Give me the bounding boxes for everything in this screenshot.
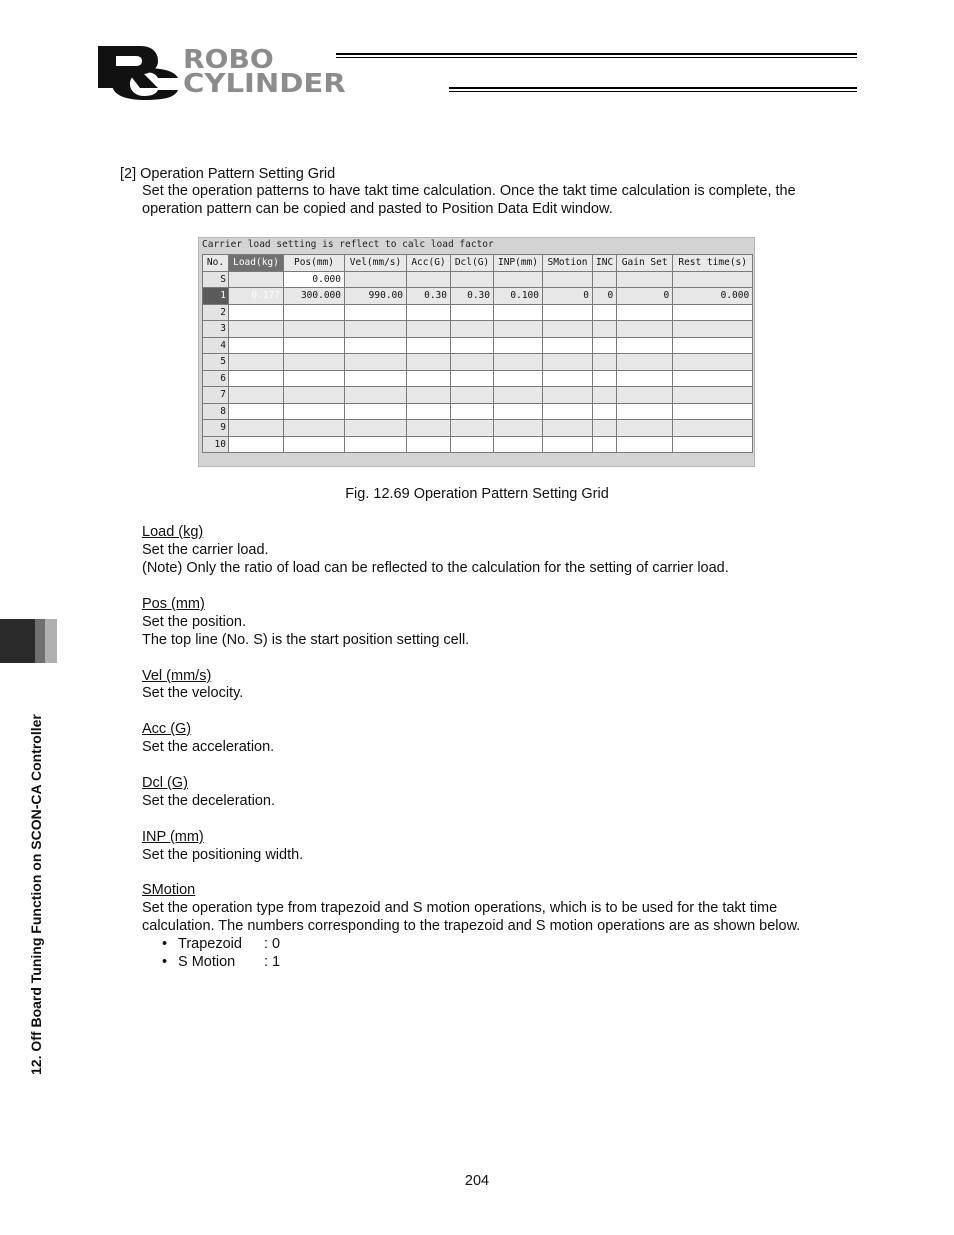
grid-cell[interactable]: [451, 420, 494, 437]
grid-cell[interactable]: [617, 403, 673, 420]
grid-cell[interactable]: [543, 321, 593, 338]
grid-cell[interactable]: [451, 304, 494, 321]
grid-cell[interactable]: [494, 403, 543, 420]
grid-cell[interactable]: [407, 387, 451, 404]
grid-cell[interactable]: [673, 337, 753, 354]
grid-cell[interactable]: [407, 304, 451, 321]
grid-cell[interactable]: [451, 321, 494, 338]
grid-row: [203, 436, 753, 453]
grid-cell[interactable]: [673, 354, 753, 371]
row-header[interactable]: 8: [203, 403, 229, 420]
row-header[interactable]: 7: [203, 387, 229, 404]
grid-cell[interactable]: [494, 321, 543, 338]
grid-row: [203, 337, 753, 354]
grid-cell[interactable]: [593, 436, 617, 453]
grid-cell[interactable]: [494, 354, 543, 371]
grid-cell[interactable]: [673, 370, 753, 387]
grid-cell[interactable]: [229, 304, 284, 321]
item-title-pos: Pos (mm): [142, 596, 205, 612]
grid-cell[interactable]: [593, 304, 617, 321]
item-title-acc: Acc (G): [142, 721, 192, 737]
grid-cell[interactable]: [229, 354, 284, 371]
grid-cell[interactable]: [345, 387, 407, 404]
chapter-tab: [35, 619, 45, 663]
item-desc-pos: Set the position.: [142, 614, 246, 630]
column-header-inp[interactable]: INP(mm): [494, 255, 543, 272]
grid-cell[interactable]: [345, 403, 407, 420]
grid-cell[interactable]: [673, 387, 753, 404]
grid-cell[interactable]: [229, 420, 284, 437]
grid-cell[interactable]: 0.100: [494, 288, 543, 305]
grid-cell[interactable]: [617, 271, 673, 288]
item-desc-pos: The top line (No. S) is the start position setting cell.: [142, 632, 470, 648]
grid-cell[interactable]: [617, 354, 673, 371]
grid-cell[interactable]: [284, 370, 345, 387]
grid-row: [203, 420, 753, 437]
grid-cell[interactable]: [407, 403, 451, 420]
grid-cell[interactable]: [673, 436, 753, 453]
grid-cell[interactable]: [345, 321, 407, 338]
grid-cell[interactable]: [407, 337, 451, 354]
header-rule: [336, 53, 857, 55]
column-header-dcl[interactable]: Dcl(G): [451, 255, 494, 272]
chapter-tab: [0, 619, 35, 663]
grid-row: [203, 387, 753, 404]
grid-cell[interactable]: 0: [617, 288, 673, 305]
grid-header-row: [203, 255, 753, 272]
grid-row: [203, 271, 753, 288]
row-header[interactable]: 2: [203, 304, 229, 321]
grid-cell[interactable]: [345, 420, 407, 437]
grid-cell[interactable]: [593, 370, 617, 387]
section-heading: [2] Operation Pattern Setting Grid: [120, 166, 336, 182]
grid-caption: Carrier load setting is reflect to calc load factor: [202, 239, 494, 250]
row-header[interactable]: 1: [203, 288, 229, 305]
grid-cell[interactable]: [543, 403, 593, 420]
grid-cell[interactable]: [673, 271, 753, 288]
item-desc-smotion: calculation. The numbers corresponding to the trapezoid and S motion operations are as shown below.: [142, 918, 801, 934]
robo-cylinder-logo-mark: [96, 44, 180, 100]
row-header[interactable]: 9: [203, 420, 229, 437]
grid-cell[interactable]: [494, 337, 543, 354]
grid-cell[interactable]: [407, 321, 451, 338]
column-header-load[interactable]: Load(kg): [229, 255, 284, 272]
chapter-tab: [45, 619, 57, 663]
grid-cell[interactable]: [345, 337, 407, 354]
grid-cell[interactable]: 0: [543, 288, 593, 305]
column-header-acc[interactable]: Acc(G): [407, 255, 451, 272]
grid-cell[interactable]: [673, 403, 753, 420]
grid-cell[interactable]: [451, 337, 494, 354]
grid-cell[interactable]: [345, 370, 407, 387]
grid-cell[interactable]: [543, 271, 593, 288]
option-value-trapezoid: : 0: [264, 936, 281, 952]
logo-text-cylinder: CYLINDER: [183, 69, 346, 99]
grid-row: [203, 288, 753, 305]
grid-cell[interactable]: [617, 337, 673, 354]
grid-cell[interactable]: [451, 354, 494, 371]
grid-cell[interactable]: [494, 304, 543, 321]
grid-cell[interactable]: [284, 321, 345, 338]
item-note-load: (Note) Only the ratio of load can be reflected to the calculation for the setting of carrier load.: [142, 560, 729, 576]
grid-cell[interactable]: [345, 271, 407, 288]
row-header[interactable]: 6: [203, 370, 229, 387]
header-rule: [449, 91, 857, 92]
grid-cell[interactable]: [617, 321, 673, 338]
grid-cell[interactable]: [617, 420, 673, 437]
grid-cell[interactable]: [451, 370, 494, 387]
grid-cell[interactable]: 0.177: [229, 288, 284, 305]
grid-cell[interactable]: [229, 403, 284, 420]
grid-cell[interactable]: [229, 337, 284, 354]
grid-cell[interactable]: [673, 420, 753, 437]
grid-cell[interactable]: [593, 271, 617, 288]
grid-cell[interactable]: [229, 436, 284, 453]
operation-pattern-grid-window: [198, 237, 755, 467]
grid-cell[interactable]: [494, 370, 543, 387]
grid-cell[interactable]: [494, 420, 543, 437]
grid-cell[interactable]: [593, 321, 617, 338]
grid-cell[interactable]: [593, 420, 617, 437]
item-desc-load: Set the carrier load.: [142, 542, 269, 558]
header-rule: [449, 87, 857, 89]
item-title-smotion: SMotion: [142, 882, 196, 898]
item-desc-smotion: Set the operation type from trapezoid and S motion operations, which is to be used for the takt time: [142, 900, 778, 916]
grid-cell[interactable]: [451, 271, 494, 288]
item-desc-dcl: Set the deceleration.: [142, 793, 276, 809]
option-name-s-motion: S Motion: [178, 954, 236, 970]
grid-row: [203, 304, 753, 321]
grid-cell[interactable]: [593, 387, 617, 404]
logo-text-robo: ROBO: [183, 45, 274, 75]
section-intro-line: operation pattern can be copied and pasted to Position Data Edit window.: [142, 201, 613, 217]
grid-cell[interactable]: [284, 337, 345, 354]
grid-cell[interactable]: [543, 420, 593, 437]
row-header[interactable]: 5: [203, 354, 229, 371]
grid-cell[interactable]: [617, 436, 673, 453]
row-header[interactable]: 4: [203, 337, 229, 354]
column-header-inc[interactable]: INC: [593, 255, 617, 272]
item-title-vel: Vel (mm/s): [142, 668, 212, 684]
column-header-no[interactable]: No.: [203, 255, 229, 272]
grid-cell[interactable]: [229, 370, 284, 387]
grid-cell[interactable]: 0.30: [407, 288, 451, 305]
grid-row: [203, 403, 753, 420]
grid-cell[interactable]: [673, 321, 753, 338]
column-header-gain-set[interactable]: Gain Set: [617, 255, 673, 272]
grid-cell[interactable]: [229, 387, 284, 404]
grid-cell[interactable]: [543, 387, 593, 404]
item-title-inp: INP (mm): [142, 829, 204, 845]
grid-cell[interactable]: [494, 387, 543, 404]
page-number: 204: [464, 1173, 490, 1189]
grid-cell[interactable]: [543, 337, 593, 354]
grid-cell[interactable]: [407, 420, 451, 437]
grid-cell[interactable]: 990.00: [345, 288, 407, 305]
column-header-vel[interactable]: Vel(mm/s): [345, 255, 407, 272]
grid-cell[interactable]: [284, 354, 345, 371]
grid-cell[interactable]: [617, 370, 673, 387]
grid-cell[interactable]: 300.000: [284, 288, 345, 305]
grid-cell[interactable]: [284, 436, 345, 453]
grid-cell[interactable]: [451, 387, 494, 404]
grid-cell[interactable]: 0: [593, 288, 617, 305]
grid-cell[interactable]: [284, 420, 345, 437]
row-header[interactable]: 3: [203, 321, 229, 338]
grid-cell[interactable]: [284, 403, 345, 420]
grid-cell[interactable]: [543, 304, 593, 321]
header-rule: [336, 57, 857, 58]
grid-cell[interactable]: 0.000: [673, 288, 753, 305]
bullet-icon: •: [162, 954, 168, 970]
operation-pattern-grid: [202, 254, 753, 453]
grid-cell[interactable]: [543, 370, 593, 387]
grid-cell[interactable]: [543, 354, 593, 371]
row-header[interactable]: S: [203, 271, 229, 288]
grid-cell[interactable]: [494, 271, 543, 288]
item-desc-vel: Set the velocity.: [142, 685, 244, 701]
grid-cell[interactable]: 0.000: [284, 271, 345, 288]
grid-cell[interactable]: [451, 403, 494, 420]
grid-cell[interactable]: [229, 321, 284, 338]
grid-cell[interactable]: [617, 387, 673, 404]
grid-cell[interactable]: 0.30: [451, 288, 494, 305]
item-title-dcl: Dcl (G): [142, 775, 188, 791]
grid-row: [203, 321, 753, 338]
item-desc-acc: Set the acceleration.: [142, 739, 275, 755]
grid-cell[interactable]: [345, 354, 407, 371]
grid-cell[interactable]: [284, 304, 345, 321]
figure-caption: Fig. 12.69 Operation Pattern Setting Grid: [345, 486, 609, 502]
grid-cell[interactable]: [407, 354, 451, 371]
grid-cell[interactable]: [494, 436, 543, 453]
grid-cell[interactable]: [593, 403, 617, 420]
grid-cell[interactable]: [617, 304, 673, 321]
grid-cell[interactable]: [407, 436, 451, 453]
bullet-icon: •: [162, 936, 168, 952]
grid-cell[interactable]: [284, 387, 345, 404]
grid-cell[interactable]: [345, 436, 407, 453]
option-name-trapezoid: Trapezoid: [178, 936, 242, 952]
grid-row: [203, 370, 753, 387]
grid-cell[interactable]: [673, 304, 753, 321]
item-desc-inp: Set the positioning width.: [142, 847, 304, 863]
grid-cell[interactable]: [593, 337, 617, 354]
row-header[interactable]: 10: [203, 436, 229, 453]
grid-cell[interactable]: [345, 304, 407, 321]
section-intro-line: Set the operation patterns to have takt time calculation. Once the takt time calculation is complete, the: [142, 183, 796, 199]
chapter-side-label: 12. Off Board Tuning Function on SCON-CA Controller: [28, 714, 44, 1075]
grid-cell[interactable]: [451, 436, 494, 453]
grid-cell[interactable]: [593, 354, 617, 371]
option-value-s-motion: : 1: [264, 954, 281, 970]
grid-cell[interactable]: [229, 271, 284, 288]
column-header-rest-time[interactable]: Rest time(s): [673, 255, 753, 272]
grid-cell[interactable]: [543, 436, 593, 453]
column-header-pos[interactable]: Pos(mm): [284, 255, 345, 272]
item-title-load: Load (kg): [142, 524, 204, 540]
grid-cell[interactable]: [407, 370, 451, 387]
column-header-smotion[interactable]: SMotion: [543, 255, 593, 272]
grid-cell[interactable]: [407, 271, 451, 288]
grid-row: [203, 354, 753, 371]
